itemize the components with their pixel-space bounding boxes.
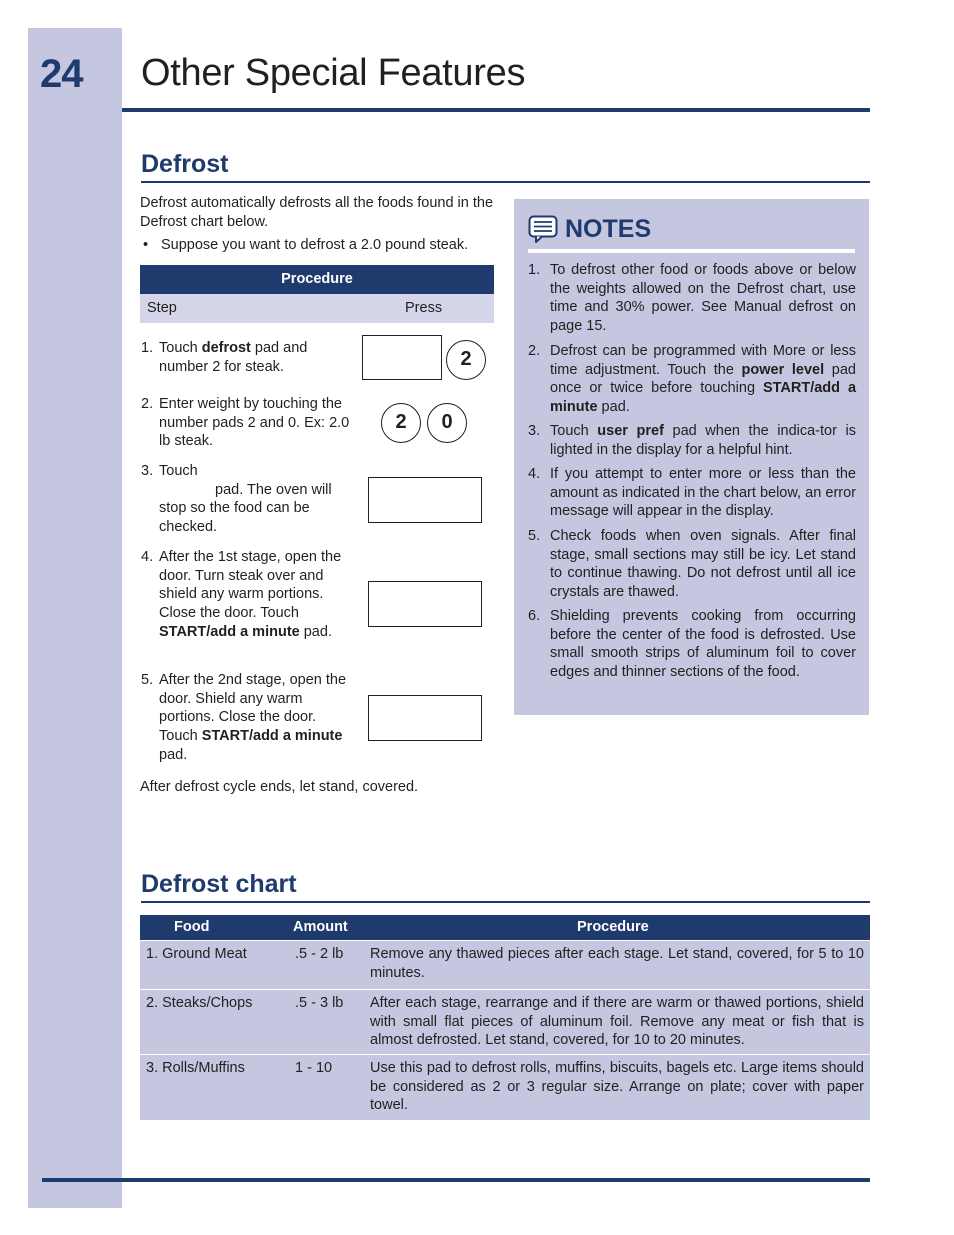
cell-amount: 1 - 10 (295, 1060, 333, 1076)
step-text (159, 548, 351, 642)
note-text-part: pad once or twice before touching (550, 361, 856, 397)
step-text (159, 671, 351, 765)
procedure-header: Procedure (140, 265, 494, 294)
step-text-part: pad and number 2 for steak. (159, 340, 308, 375)
defrost-intro: Defrost automatically defrosts all the foods found in the Defrost chart below. (140, 195, 494, 230)
note-text-part: Defrost can be programmed with More or less time adjustment. Touch the (550, 343, 856, 378)
col-press: Press (405, 300, 443, 316)
note-text: To defrost other food or foods above or below the weights allowed on the Defrost chart, use time and 30% power. See Manual defrost on page 15. (550, 262, 856, 335)
defrost-chart-table (140, 915, 870, 1120)
start-pad-button[interactable] (368, 581, 482, 627)
note-text-part: pad when the indica-tor is lighted in the display for a helpful hint. (550, 423, 856, 458)
step-text-bold: defrost (201, 340, 251, 356)
note-number: 4. (528, 466, 541, 482)
defrost-heading-rule (141, 181, 870, 183)
table-row (140, 989, 870, 1054)
note-text (550, 422, 856, 459)
step-text-part: After the 2nd stage, open the door. Shield any warm portions. Close the door. Touch (159, 672, 347, 745)
cell-procedure: Remove any thawed pieces after each stage. Let stand, covered, for 5 to 10 minutes. (370, 946, 864, 981)
step-text-part: pad. The oven will stop so the food can be checked. (159, 481, 332, 536)
step-number: 4. (141, 549, 154, 565)
col-procedure: Procedure (577, 919, 649, 935)
defrost-chart-heading-rule (141, 901, 870, 903)
page-title: Other Special Features (141, 52, 526, 94)
col-amount: Amount (293, 919, 348, 935)
note-text: If you attempt to enter more or less than the amount as indicated in the chart below, an error message will appear in the display. (550, 466, 856, 520)
note-text-part: pad. (597, 399, 630, 416)
procedure-step-2 (141, 395, 351, 451)
step-text-part: Touch (159, 340, 202, 356)
sidebar-band (28, 28, 122, 1208)
procedure-step-4 (141, 548, 351, 642)
defrost-chart-heading: Defrost chart (141, 870, 297, 898)
note-number: 6. (528, 608, 541, 624)
step-text: Enter weight by touching the number pads 2 and 0. Ex: 2.0 lb steak. (159, 396, 350, 450)
procedure-subheader (140, 294, 494, 323)
cell-food: 1. Ground Meat (146, 946, 247, 962)
step-number: 1. (141, 340, 154, 356)
step-text-bold: START/add a minute (159, 623, 300, 640)
cell-amount: .5 - 2 lb (295, 946, 344, 962)
step-text (159, 339, 351, 376)
notes-title: NOTES (565, 215, 652, 243)
step-number: 3. (141, 463, 154, 479)
col-step: Step (147, 300, 177, 316)
note-text-bold: START/add a minute (550, 380, 857, 416)
step-text-part: After the 1st stage, open the door. Turn steak over and shield any warm portions. Close the door. Touch (159, 549, 342, 622)
note-item (528, 465, 856, 521)
cell-food: 2. Steaks/Chops (146, 995, 253, 1011)
note-item (528, 422, 856, 459)
step-text-bold: START/add a minute (201, 728, 343, 745)
start-pad-button[interactable] (368, 695, 482, 741)
step-number: 5. (141, 672, 154, 688)
defrost-heading: Defrost (141, 150, 229, 178)
note-number: 2. (528, 343, 541, 359)
note-text: Check foods when oven signals. After final stage, small sections may still be icy. Let stand to continue thawing. Do not defrost until all ice crystals are thawed. (550, 528, 856, 601)
note-item (528, 342, 856, 417)
cell-food: 3. Rolls/Muffins (146, 1060, 245, 1076)
note-number: 1. (528, 262, 541, 278)
note-number: 3. (528, 423, 541, 439)
note-text-part: Touch (550, 423, 598, 439)
number-pad-button[interactable]: 0 (427, 403, 467, 443)
bottom-rule (42, 1178, 870, 1182)
stop-pad-button[interactable] (368, 477, 482, 523)
after-defrost-text: After defrost cycle ends, let stand, covered. (140, 779, 419, 795)
cell-procedure: Use this pad to defrost rolls, muffins, biscuits, bagels etc. Large items should be considered as 2 or 3 regular size. Arrange on plate; cover with paper towel. (370, 1060, 864, 1114)
table-header (140, 915, 870, 940)
note-item (528, 527, 856, 602)
cell-procedure: After each stage, rearrange and if there are warm or thawed portions, shield with small flat pieces of aluminum foil. Remove any meat or fish that is almost defrosted. Let stand, covered, for 10 to 20 minutes. (370, 995, 864, 1049)
note-item (528, 261, 856, 336)
notes-rule (528, 249, 855, 253)
defrost-pad-button[interactable] (362, 335, 442, 380)
note-item (528, 607, 856, 682)
notes-icon (528, 215, 558, 243)
title-rule (122, 108, 870, 112)
number-pad-button[interactable]: 2 (381, 403, 421, 443)
note-text: Shielding prevents cooking from occurring before the center of the food is defrosted. Use small smooth strips of aluminum foil to cover edges and thinner sections of the food. (550, 608, 856, 681)
step-number: 2. (141, 396, 154, 412)
note-text (550, 342, 856, 417)
procedure-step-5 (141, 671, 351, 765)
note-text-bold: power level (741, 361, 825, 378)
procedure-step-1 (141, 339, 351, 376)
step-text-part: Touch (159, 463, 198, 479)
step-text-part: pad. (299, 623, 332, 640)
cell-amount: .5 - 3 lb (295, 995, 344, 1011)
number-pad-button[interactable]: 2 (446, 340, 486, 380)
table-row (140, 1054, 870, 1120)
col-food: Food (174, 919, 210, 935)
step-text-part: pad. (159, 746, 188, 763)
note-text-bold: user pref (597, 423, 664, 439)
bullet-text: Suppose you want to defrost a 2.0 pound steak. (161, 237, 469, 253)
note-number: 5. (528, 528, 541, 544)
defrost-bullet (143, 237, 468, 253)
procedure-step-3 (141, 462, 351, 537)
table-row (140, 940, 870, 989)
bullet-dot: • (143, 237, 149, 253)
page-number: 24 (40, 52, 83, 96)
step-text (159, 462, 351, 537)
